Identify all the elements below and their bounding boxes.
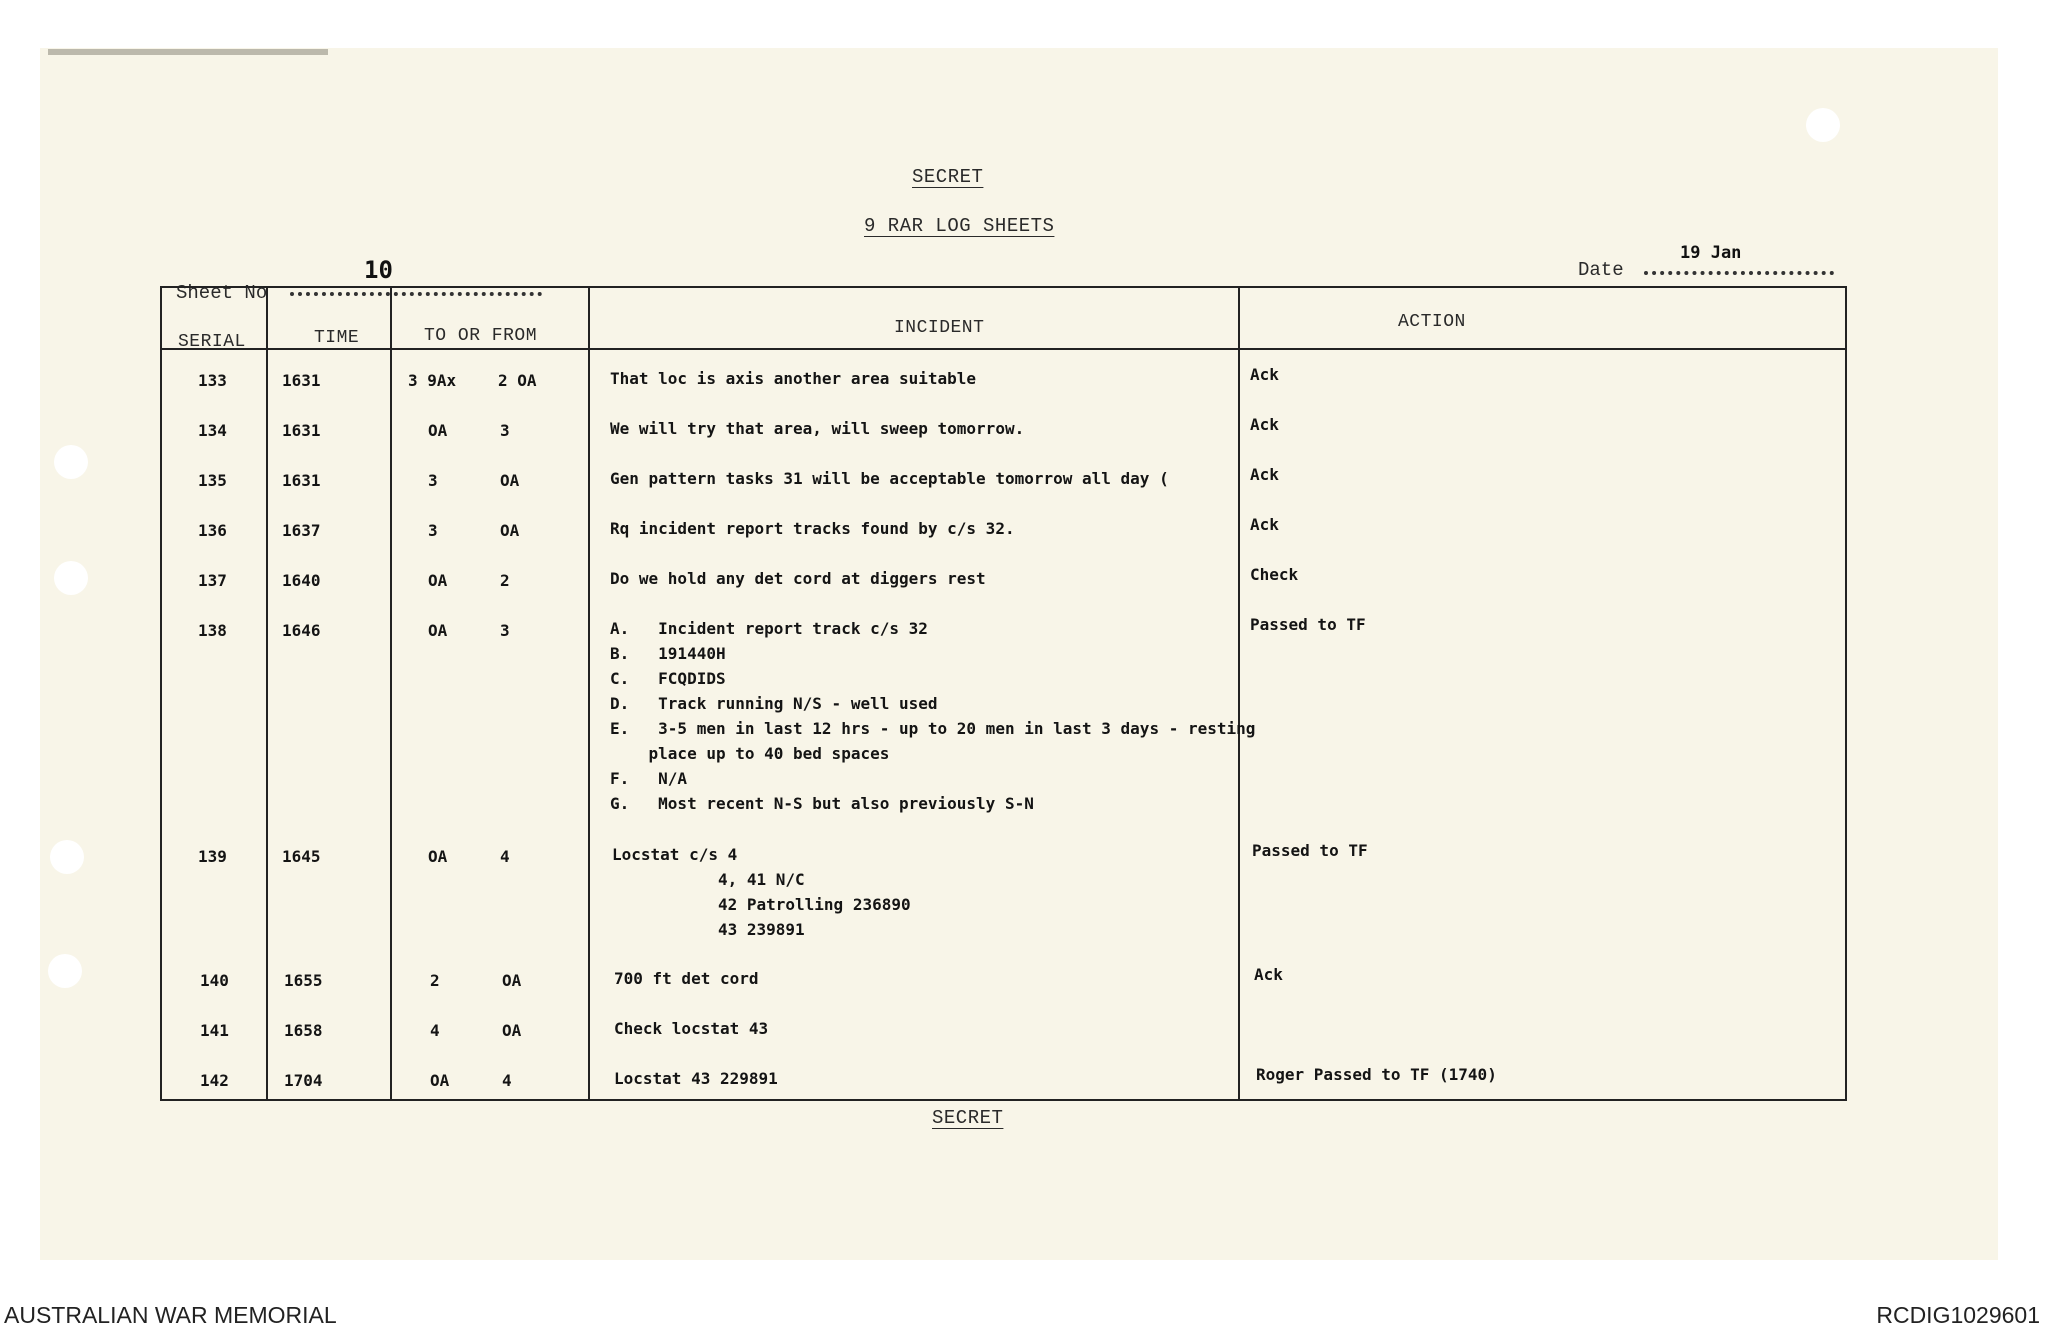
sheet-no-value: 10 xyxy=(364,256,393,284)
to-cell: 3 xyxy=(428,521,438,540)
archive-reference: RCDIG1029601 xyxy=(1876,1302,2040,1328)
time-cell: 1640 xyxy=(282,571,321,590)
action-cell: Check xyxy=(1250,565,1299,584)
incident-line: That loc is axis another area suitable xyxy=(610,369,977,388)
to-cell: OA xyxy=(428,847,448,866)
serial-cell: 138 xyxy=(198,621,227,640)
time-cell: 1704 xyxy=(284,1071,323,1090)
classification-top: SECRET xyxy=(912,166,984,188)
incident-line: 43 239891 xyxy=(612,920,805,939)
time-cell: 1631 xyxy=(282,471,321,490)
action-cell: Ack xyxy=(1250,415,1279,434)
to-cell: 3 9Ax xyxy=(408,371,457,390)
date-value: 19 Jan xyxy=(1680,243,1742,263)
incident-line: F. N/A xyxy=(610,769,688,788)
incident-line: Locstat c/s 4 xyxy=(612,845,738,864)
to-cell: 3 xyxy=(428,471,438,490)
column-divider xyxy=(390,288,392,1099)
from-cell: 2 OA xyxy=(498,371,537,390)
column-divider xyxy=(588,288,590,1099)
action-cell: Passed to TF xyxy=(1250,615,1366,634)
column-divider xyxy=(1238,288,1240,1099)
incident-line: 700 ft det cord xyxy=(614,969,759,988)
incident-line: C. FCQDIDS xyxy=(610,669,726,688)
punch-hole xyxy=(48,954,82,988)
serial-cell: 133 xyxy=(198,371,227,390)
serial-cell: 141 xyxy=(200,1021,229,1040)
incident-line: 42 Patrolling 236890 xyxy=(612,895,911,914)
incident-line: Do we hold any det cord at diggers rest xyxy=(610,569,986,588)
col-time-header: TIME xyxy=(314,328,360,348)
time-cell: 1655 xyxy=(284,971,323,990)
time-cell: 1631 xyxy=(282,371,321,390)
incident-line: A. Incident report track c/s 32 xyxy=(610,619,928,638)
from-cell: 2 xyxy=(500,571,510,590)
serial-cell: 135 xyxy=(198,471,227,490)
serial-cell: 137 xyxy=(198,571,227,590)
punch-hole xyxy=(54,561,88,595)
column-divider xyxy=(266,288,268,1099)
action-cell: Ack xyxy=(1250,515,1279,534)
scan-edge xyxy=(48,49,328,55)
from-cell: 4 xyxy=(502,1071,512,1090)
punch-hole xyxy=(54,445,88,479)
to-cell: 4 xyxy=(430,1021,440,1040)
serial-cell: 136 xyxy=(198,521,227,540)
from-cell: 3 xyxy=(500,621,510,640)
incident-line: Check locstat 43 xyxy=(614,1019,769,1038)
col-serial-header: SERIAL xyxy=(178,332,246,352)
incident-line: G. Most recent N-S but also previously S-N xyxy=(610,794,1034,813)
sheet-no-label: Sheet No xyxy=(176,282,268,304)
to-cell: OA xyxy=(430,1071,450,1090)
incident-line: 4, 41 N/C xyxy=(612,870,805,889)
serial-cell: 142 xyxy=(200,1071,229,1090)
to-cell: OA xyxy=(428,621,448,640)
time-cell: 1637 xyxy=(282,521,321,540)
from-cell: OA xyxy=(502,971,522,990)
time-cell: 1658 xyxy=(284,1021,323,1040)
punch-hole xyxy=(1806,108,1840,142)
date-dots xyxy=(1644,271,1834,275)
action-cell: Ack xyxy=(1250,465,1279,484)
to-cell: OA xyxy=(428,421,448,440)
incident-line: We will try that area, will sweep tomorrow. xyxy=(610,419,1025,438)
from-cell: 4 xyxy=(500,847,510,866)
from-cell: 3 xyxy=(500,421,510,440)
from-cell: OA xyxy=(502,1021,522,1040)
action-cell: Roger Passed to TF (1740) xyxy=(1256,1065,1497,1084)
document-title: 9 RAR LOG SHEETS xyxy=(864,215,1055,237)
to-cell: 2 xyxy=(430,971,440,990)
serial-cell: 134 xyxy=(198,421,227,440)
date-label: Date xyxy=(1578,259,1624,281)
col-action-header: ACTION xyxy=(1398,312,1466,332)
classification-bottom: SECRET xyxy=(932,1107,1004,1129)
incident-line: B. 191440H xyxy=(610,644,726,663)
to-cell: OA xyxy=(428,571,448,590)
action-cell: Ack xyxy=(1254,965,1283,984)
serial-cell: 140 xyxy=(200,971,229,990)
serial-cell: 139 xyxy=(198,847,227,866)
incident-line: Locstat 43 229891 xyxy=(614,1069,778,1088)
from-cell: OA xyxy=(500,521,520,540)
time-cell: 1646 xyxy=(282,621,321,640)
action-cell: Passed to TF xyxy=(1252,841,1368,860)
incident-line: place up to 40 bed spaces xyxy=(610,744,890,763)
incident-line: Gen pattern tasks 31 will be acceptable tomorrow all day ( xyxy=(610,469,1169,488)
log-table xyxy=(160,286,1847,1101)
col-to-from-header: TO OR FROM xyxy=(424,326,538,346)
incident-line: E. 3-5 men in last 12 hrs - up to 20 men in last 3 days - resting xyxy=(610,719,1256,738)
archive-credit: AUSTRALIAN WAR MEMORIAL xyxy=(4,1302,337,1328)
incident-line: Rq incident report tracks found by c/s 32. xyxy=(610,519,1015,538)
action-cell: Ack xyxy=(1250,365,1279,384)
time-cell: 1631 xyxy=(282,421,321,440)
col-incident-header: INCIDENT xyxy=(894,318,985,338)
time-cell: 1645 xyxy=(282,847,321,866)
incident-line: D. Track running N/S - well used xyxy=(610,694,938,713)
from-cell: OA xyxy=(500,471,520,490)
punch-hole xyxy=(50,840,84,874)
header-divider xyxy=(162,348,1845,350)
